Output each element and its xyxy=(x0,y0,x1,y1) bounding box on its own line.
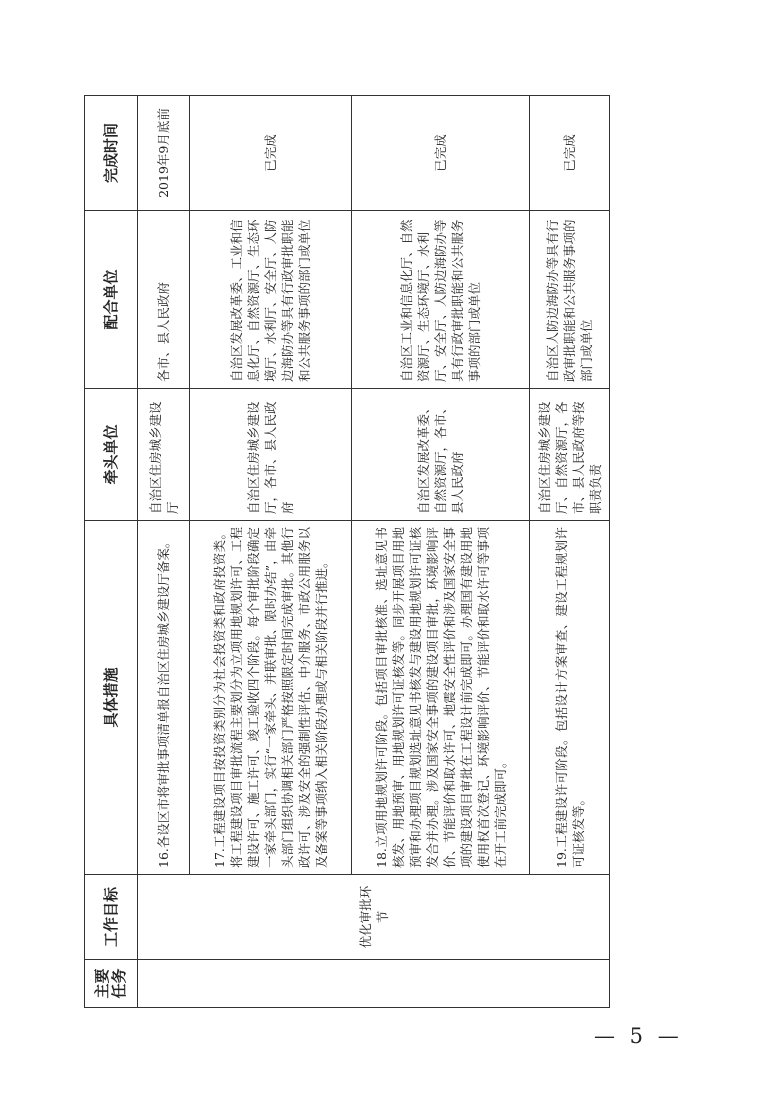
lead-unit-cell: 自治区住房城乡建设厅 xyxy=(138,389,190,521)
coop-unit-cell: 自治区工业和信息化厅、自然资源厅、生态环境厅、水利厅、安全厅、人防边海防办等具有行政审批职能和公共服务事项的部门或单位 xyxy=(352,211,530,389)
deadline-cell: 已完成 xyxy=(352,96,530,211)
header-measures: 具体措施 xyxy=(85,521,138,875)
measure-cell: 17.工程建设项目按投资类别分为社会投资类和政府投资类。将工程建设项目审批流程主要划分为立项用地规划许可、工程建设许可、施工许可、竣工验收四个阶段。每个审批阶段确定一家牵头部门，实行“一家牵头、并联审批、限时办结”，由牵头部门组织协调相关部门严格按照限定时间完成审批。其他行政许可、涉及安全的强制性评估、中介服务、市政公用服务以及备案等事项纳入相关阶段办理或与相关阶段并行推进。 xyxy=(190,521,352,875)
header-lead-unit: 牵头单位 xyxy=(85,389,138,521)
coop-unit-cell: 各市、县人民政府 xyxy=(138,211,190,389)
page-number: — 5 — xyxy=(594,1024,683,1048)
task-table xyxy=(84,95,610,1008)
deadline-cell: 2019年9月底前 xyxy=(138,96,190,211)
lead-unit-cell: 自治区住房城乡建设厅、自然资源厅，各市、县人民政府等按职责负责 xyxy=(530,389,610,521)
measure-cell: 19.工程建设许可阶段。包括设计方案审查、建设工程规划许可证核发等。 xyxy=(530,521,610,875)
table-row xyxy=(190,96,352,1008)
lead-unit-cell: 自治区住房城乡建设厅，各市、县人民政府 xyxy=(190,389,352,521)
table-header-row xyxy=(85,96,138,1008)
measure-cell: 18.立项用地规划许可阶段。包括项目审批核准、选址意见书核发、用地预审、用地规划许可证核发等。同步开展项目用地预审和办理项目规划选址意见书核发与建设用地规划许可证核发合并办理。涉及国家安全事项的建设项目审批，环境影响评价、节能评价和取水许可、地震安全性评价和涉及国家安全事项的建设项目审批在工程设计前完成即可。办理国有建设用地使用权首次登记、环境影响评价、节能评价和取水许可等事项在开工前完成即可。 xyxy=(352,521,530,875)
header-main-task: 主要任务 xyxy=(85,960,138,1008)
header-work-goal: 工作目标 xyxy=(85,875,138,960)
rotated-table-wrapper xyxy=(84,96,608,1008)
table-row xyxy=(530,96,610,1008)
work-goal-cell: 优化审批环节 xyxy=(138,875,610,960)
main-task-cell xyxy=(138,960,610,1008)
lead-unit-cell: 自治区发展改革委、自然资源厅，各市、县人民政府 xyxy=(352,389,530,521)
header-deadline: 完成时间 xyxy=(85,96,138,211)
table-row xyxy=(138,96,190,1008)
deadline-cell: 已完成 xyxy=(190,96,352,211)
coop-unit-cell: 自治区人防边海防办等具有行政审批职能和公共服务事项的部门或单位 xyxy=(530,211,610,389)
header-coop-unit: 配合单位 xyxy=(85,211,138,389)
table-row xyxy=(352,96,530,1008)
deadline-cell: 已完成 xyxy=(530,96,610,211)
coop-unit-cell: 自治区发展改革委、工业和信息化厅、自然资源厅、生态环境厅、水利厅、安全厅、人防边海防办等具有行政审批职能和公共服务事项的部门或单位 xyxy=(190,211,352,389)
measure-cell: 16.各设区市将审批事项清单报自治区住房城乡建设厅备案。 xyxy=(138,521,190,875)
